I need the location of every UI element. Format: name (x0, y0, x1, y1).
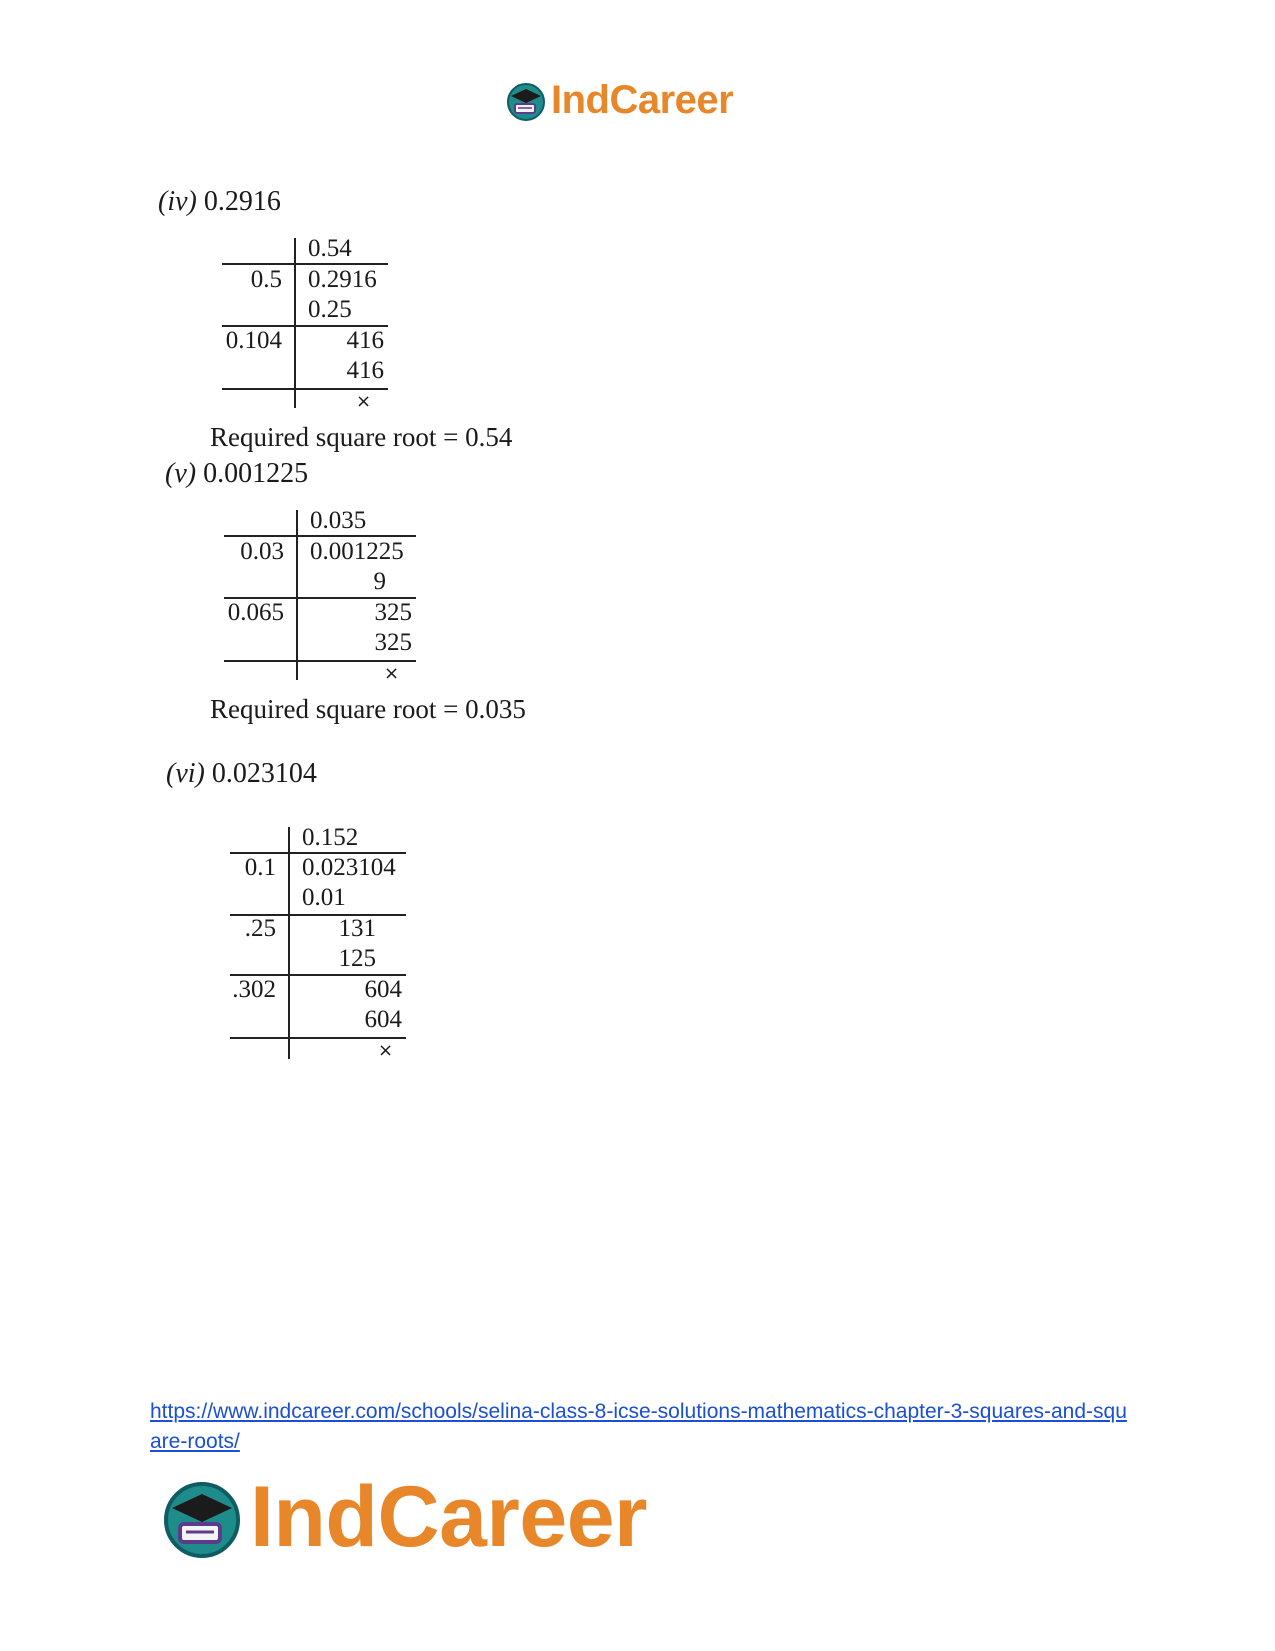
remainder: 131 (338, 915, 376, 942)
problem-label: (v) (165, 458, 197, 489)
indcareer-logo-top (505, 78, 733, 123)
divisor: 0.1 (244, 854, 276, 881)
subtrahend: 9 (373, 568, 386, 595)
divisor: 0.03 (240, 538, 284, 565)
remainder: 325 (374, 599, 412, 626)
cross-mark: × (378, 1040, 394, 1061)
subtrahend: 125 (338, 945, 376, 972)
cross-mark: × (356, 391, 372, 412)
subtrahend: 416 (346, 357, 384, 384)
source-link[interactable]: https://www.indcareer.com/schools/selina-class-8-icse-solutions-mathematics-chapter-3-squares-and-square-roots/ (150, 1400, 1127, 1453)
problem-heading (165, 458, 308, 490)
divisor: .302 (232, 976, 276, 1003)
quotient: 0.152 (302, 824, 359, 851)
subtrahend: 325 (374, 629, 412, 656)
remainder: 416 (346, 327, 384, 354)
graduation-globe-icon (160, 1476, 244, 1560)
result-text: Required square root = 0.54 (210, 422, 513, 452)
logo-wordmark: IndCareer (551, 78, 734, 122)
quotient: 0.54 (308, 235, 352, 262)
problem-label: (iv) (158, 186, 197, 217)
quotient: 0.035 (310, 507, 367, 534)
remainder: 604 (364, 976, 402, 1003)
problem-heading (158, 186, 281, 218)
dividend: 0.2916 (308, 266, 377, 293)
result-text: Required square root = 0.035 (210, 694, 526, 724)
graduation-globe-icon (505, 80, 547, 122)
indcareer-logo-bottom (160, 1468, 647, 1567)
problem-heading (166, 758, 317, 790)
divisor: 0.065 (227, 599, 284, 626)
divisor: 0.5 (250, 266, 282, 293)
logo-wordmark: IndCareer (250, 1469, 647, 1565)
problem-number: 0.2916 (203, 186, 281, 217)
dividend: 0.023104 (302, 854, 396, 881)
problem-number: 0.023104 (211, 758, 317, 789)
dividend: 0.001225 (310, 538, 404, 565)
divisor: 0.104 (225, 327, 282, 354)
division-bar (288, 827, 290, 1059)
division-bar (296, 510, 298, 680)
subtrahend: 604 (364, 1006, 402, 1033)
subtrahend: 0.01 (302, 884, 346, 911)
division-bar (294, 238, 296, 408)
cross-mark: × (384, 663, 400, 684)
problem-number: 0.001225 (203, 458, 309, 489)
problem-label: (vi) (166, 758, 205, 789)
subtrahend: 0.25 (308, 296, 352, 323)
divisor: .25 (244, 915, 276, 942)
